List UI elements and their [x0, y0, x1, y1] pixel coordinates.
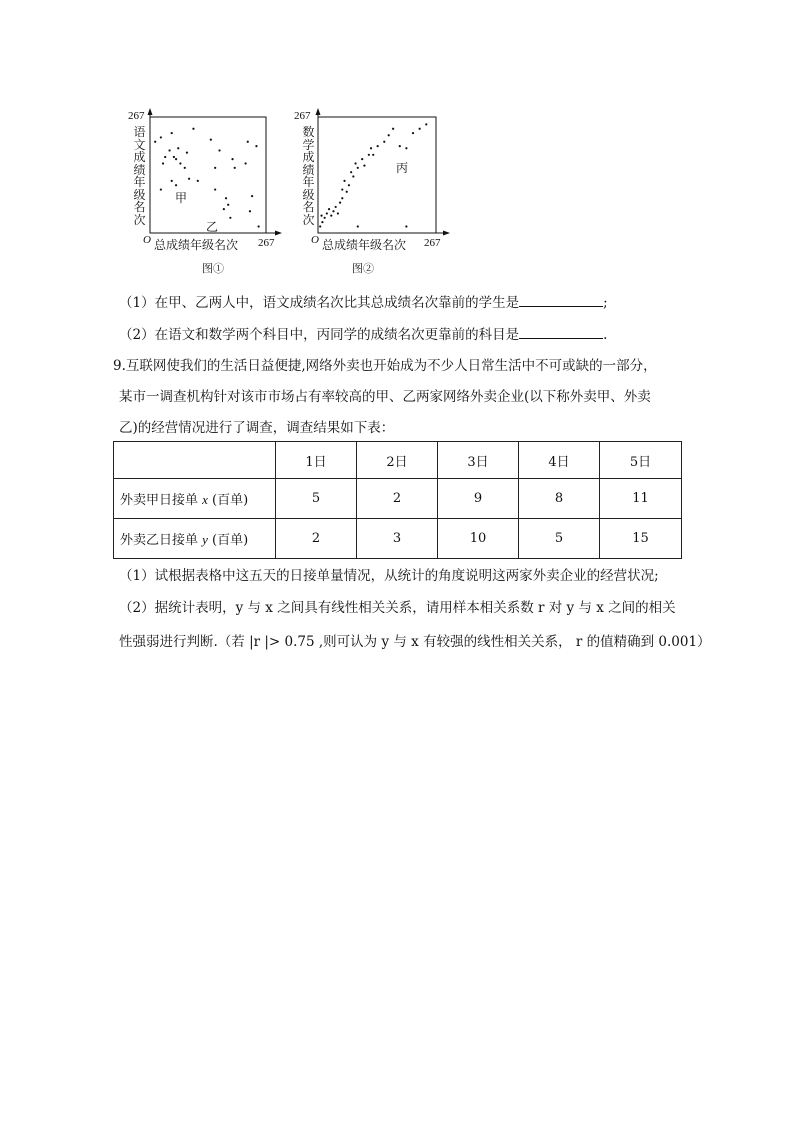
scatter-point: [210, 138, 212, 140]
scatter-point: [162, 162, 164, 164]
table-row: 外卖甲日接单 x (百单) 5 2 9 8 11: [114, 479, 682, 519]
table-header-row: 1日 2日 3日 4日 5日: [114, 442, 682, 479]
scatter-point: [171, 180, 173, 182]
scatter-point: [339, 201, 341, 203]
scatter-point: [164, 156, 166, 158]
scatter-point: [175, 184, 177, 186]
scatter-point: [177, 147, 179, 149]
data-table: [113, 441, 682, 559]
scatter-point: [249, 210, 251, 212]
scatter-point: [234, 167, 236, 169]
problem-9-sub-2-line-2: 性强弱进行判断.（若 |r |> 0.75 ,则可认为 y 与 x 有较强的线性相关关系， r 的值精确到 0.001）: [119, 634, 711, 650]
scatter-point: [324, 217, 326, 219]
scatter-point: [320, 215, 322, 217]
row-label-yi: 外卖乙日接单 y (百单): [114, 519, 276, 559]
scatter-point: [255, 145, 257, 147]
scatter-point: [346, 191, 348, 193]
scatter-point: [388, 134, 390, 136]
table-row: 外卖乙日接单 y (百单) 2 3 10 5 15: [114, 519, 682, 559]
scatter-point: [383, 141, 385, 143]
fig2-origin: O: [311, 234, 319, 246]
scatter-point: [392, 128, 394, 130]
problem-9-line-1: 9.互联网使我们的生活日益便捷,网络外卖也开始成为不少人日常生活中不可或缺的一部分，: [113, 358, 657, 374]
scatter-point: [192, 128, 194, 130]
figure-2: [294, 108, 454, 278]
scatter-point: [171, 132, 173, 134]
scatter-point: [425, 123, 427, 125]
scatter-point: [368, 154, 370, 156]
scatter-point: [173, 156, 175, 158]
scatter-point: [197, 180, 199, 182]
scatter-point: [419, 128, 421, 130]
point-label-bing: 丙: [396, 161, 409, 175]
answer-blank-2[interactable]: [519, 326, 603, 339]
scatter-point: [352, 175, 354, 177]
scatter-point: [357, 225, 359, 227]
answer-blank-1[interactable]: [519, 294, 603, 307]
scatter-point: [348, 184, 350, 186]
scatter-point: [218, 149, 220, 151]
scatter-point: [168, 149, 170, 151]
scatter-point: [160, 188, 162, 190]
point-label-jia: 甲: [175, 191, 188, 205]
scatter-point: [244, 162, 246, 164]
question-8-2: （2）在语文和数学两个科目中，丙同学的成绩名次更靠前的科目是 .: [119, 327, 608, 343]
scatter-point: [188, 178, 190, 180]
fig1-y-axis-label: 语 文 成 绩 年 级 名 次: [133, 125, 146, 227]
problem-9-sub-2-line-1: （2）据统计表明，y 与 x 之间具有线性相关关系，请用样本相关系数 r 对 y 与 x 之间的相关: [119, 600, 676, 616]
fig2-plot: [294, 108, 454, 248]
scatter-point: [332, 210, 334, 212]
fig1-caption: 图①: [202, 262, 224, 275]
problem-9-line-3: 乙)的经营情况进行了调查，调查结果如下表：: [119, 420, 395, 436]
scatter-point: [223, 208, 225, 210]
scatter-point: [319, 225, 321, 227]
question-8-1: （1）在甲、乙两人中，语文成绩名次比其总成绩名次靠前的学生是 ;: [119, 295, 608, 311]
fig1-y-max: 267: [128, 110, 145, 122]
scatter-point: [337, 212, 339, 214]
scatter-point: [377, 145, 379, 147]
scatter-point: [412, 132, 414, 134]
scatter-point: [184, 167, 186, 169]
scatter-point: [186, 152, 188, 154]
scatter-point: [214, 167, 216, 169]
scatter-point: [357, 167, 359, 169]
scatter-point: [341, 188, 343, 190]
scatter-point: [214, 188, 216, 190]
scatter-point: [399, 145, 401, 147]
fig2-x-axis-label: 总成绩年级名次: [322, 238, 407, 252]
scatter-point: [343, 180, 345, 182]
scatter-point: [229, 217, 231, 219]
scatter-point: [231, 158, 233, 160]
scatter-point: [321, 221, 323, 223]
scatter-point: [330, 215, 332, 217]
scatter-point: [326, 212, 328, 214]
fig2-x-max: 267: [424, 237, 441, 249]
scatter-point: [225, 197, 227, 199]
fig2-y-max: 267: [294, 110, 311, 122]
scatter-point: [328, 208, 330, 210]
scatter-point: [350, 171, 352, 173]
scatter-point: [354, 162, 356, 164]
row-label-jia: 外卖甲日接单 x (百单): [114, 479, 276, 519]
scatter-point: [247, 141, 249, 143]
fig2-caption: 图②: [352, 262, 374, 275]
problem-9-line-2: 某市一调查机构针对该市市场占有率较高的甲、乙两家网络外卖企业(以下称外卖甲、外卖: [119, 389, 651, 405]
problem-9-sub-1: （1）试根据表格中这五天的日接单量情况，从统计的角度说明这两家外卖企业的经营状况;: [119, 568, 659, 584]
scatter-point: [363, 165, 365, 167]
fig1-origin: O: [143, 234, 151, 246]
scatter-point: [258, 225, 260, 227]
scatter-point: [405, 147, 407, 149]
point-label-yi: 乙: [206, 220, 219, 234]
scatter-point: [179, 162, 181, 164]
fig1-x-max: 267: [258, 237, 275, 249]
scatter-point: [405, 225, 407, 227]
scatter-point: [372, 154, 374, 156]
fig2-y-axis-label: 数 学 成 绩 年 级 名 次: [302, 125, 315, 227]
scatter-point: [175, 158, 177, 160]
figure-1: [128, 108, 288, 278]
scatter-point: [227, 204, 229, 206]
scatter-point: [341, 197, 343, 199]
scatter-point: [154, 141, 156, 143]
scatter-point: [251, 195, 253, 197]
scatter-point: [370, 147, 372, 149]
scatter-point: [361, 158, 363, 160]
fig1-x-axis-label: 总成绩年级名次: [154, 238, 239, 252]
scatter-point: [335, 206, 337, 208]
scatter-point: [160, 136, 162, 138]
